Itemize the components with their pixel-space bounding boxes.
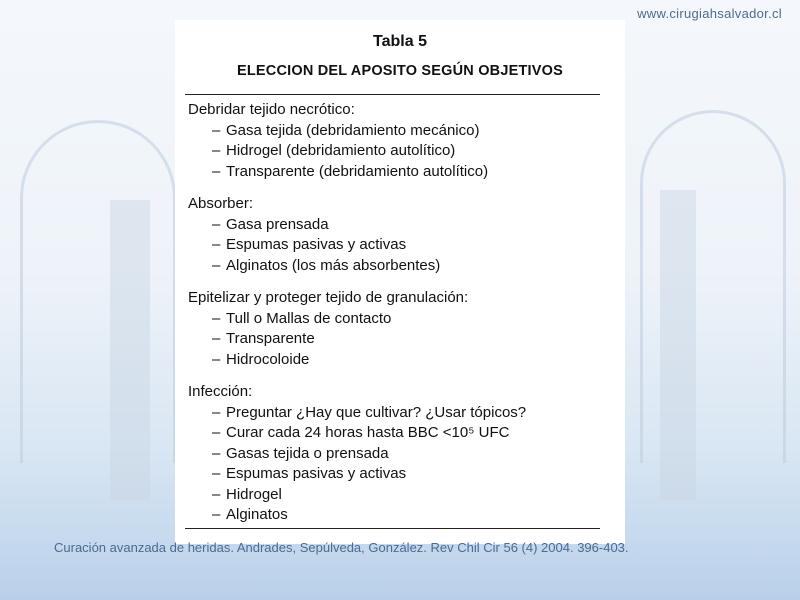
list-item-text: Hidrogel [226, 485, 282, 503]
dash-bullet-icon: – [212, 162, 221, 180]
dash-bullet-icon: – [212, 485, 221, 503]
list-item [188, 256, 608, 277]
list-item [188, 423, 608, 444]
dash-bullet-icon: – [212, 215, 221, 233]
section-heading: Epitelizar y proteger tejido de granulación: [188, 289, 469, 306]
dash-bullet-icon: – [212, 444, 221, 462]
section-item-list [188, 121, 608, 183]
list-item [188, 141, 608, 162]
dash-bullet-icon: – [212, 330, 221, 347]
list-item-text: Curar cada 24 horas hasta BBC <10⁵ UFC [226, 424, 510, 441]
table-section [188, 288, 608, 370]
list-item [188, 329, 608, 350]
site-url: www.cirugiahsalvador.cl [637, 6, 782, 21]
list-item-text: Tull o Mallas de contacto [226, 309, 392, 327]
table-sections [188, 100, 608, 538]
list-item-text: Gasa tejida (debridamiento mecánico) [226, 121, 480, 139]
list-item [188, 162, 608, 183]
list-item [188, 464, 608, 485]
dash-bullet-icon: – [212, 403, 221, 421]
list-item-text: Espumas pasivas y activas [226, 236, 407, 253]
dash-bullet-icon: – [212, 350, 221, 368]
table-section [188, 382, 608, 526]
list-item [188, 505, 608, 526]
background-column [660, 190, 696, 500]
list-item-text: Alginatos [226, 506, 288, 523]
background-column [110, 200, 150, 500]
dash-bullet-icon: – [212, 256, 221, 274]
list-item-text: Espumas pasivas y activas [226, 465, 407, 482]
list-item-text: Alginatos (los más absorbentes) [226, 256, 441, 274]
list-item-text: Hidrogel (debridamiento autolítico) [226, 142, 456, 159]
table-card [175, 20, 625, 544]
section-item-list [188, 309, 608, 371]
top-rule [185, 94, 600, 95]
list-item-text: Gasa prensada [226, 215, 329, 233]
section-heading: Debridar tejido necrótico: [188, 101, 355, 118]
list-item-text: Gasas tejida o prensada [226, 444, 389, 462]
dash-bullet-icon: – [212, 465, 221, 482]
list-item [188, 215, 608, 236]
table-section [188, 194, 608, 276]
section-item-list [188, 215, 608, 277]
list-item-text: Preguntar ¿Hay que cultivar? ¿Usar tópicos? [226, 403, 527, 421]
list-item [188, 403, 608, 424]
dash-bullet-icon: – [212, 506, 221, 523]
citation: Curación avanzada de heridas. Andrades, Sepúlveda, González. Rev Chil Cir 56 (4) 2004. 396-403. [54, 540, 629, 555]
table-section [188, 100, 608, 182]
dash-bullet-icon: – [212, 236, 221, 253]
section-item-list [188, 403, 608, 526]
background-arch-left [20, 120, 176, 463]
dash-bullet-icon: – [212, 309, 221, 327]
list-item [188, 309, 608, 330]
dash-bullet-icon: – [212, 424, 221, 441]
list-item [188, 350, 608, 371]
list-item-text: Transparente [226, 330, 315, 347]
table-subtitle: ELECCION DEL APOSITO SEGÚN OBJETIVOS [237, 63, 563, 79]
list-item [188, 235, 608, 256]
list-item-text: Hidrocoloide [226, 350, 310, 368]
section-heading: Infección: [188, 383, 253, 400]
section-heading: Absorber: [188, 195, 254, 212]
list-item [188, 444, 608, 465]
table-title: Tabla 5 [373, 33, 427, 50]
bottom-rule [185, 528, 600, 529]
dash-bullet-icon: – [212, 142, 221, 159]
list-item [188, 121, 608, 142]
dash-bullet-icon: – [212, 121, 221, 139]
list-item [188, 485, 608, 506]
list-item-text: Transparente (debridamiento autolítico) [226, 162, 489, 180]
